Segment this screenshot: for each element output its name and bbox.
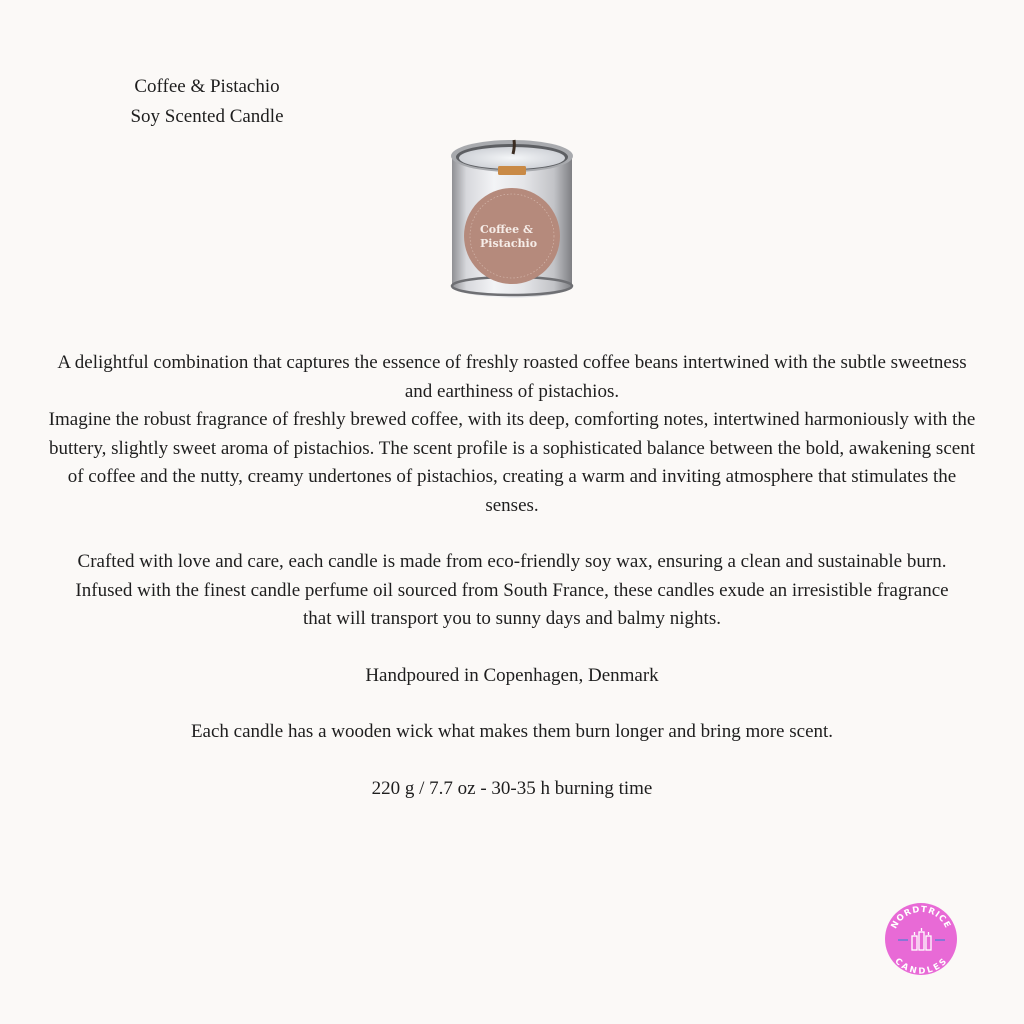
description-craft: Crafted with love and care, each candle is made from eco-friendly soy wax, ensuring a clean and sustainable burn. Infused with the finest candle perfume oil sourced from South France, these candles exude an irresistible fragrance that will transport you to sunny days and balmy nights. <box>75 551 949 629</box>
description-intro: A delightful combination that captures the essence of freshly roasted coffee beans intertwined with the subtle sweetness and earthiness of pistachios. <box>57 352 967 402</box>
product-title-line1: Coffee & Pistachio <box>134 76 280 97</box>
description-wick: Each candle has a wooden wick what makes them burn longer and bring more scent. <box>190 721 834 742</box>
label-line1: Coffee & <box>480 223 533 236</box>
description-weight-burntime: 220 g / 7.7 oz - 30-35 h burning time <box>371 777 653 799</box>
description-origin: Handpoured in Copenhagen, Denmark <box>365 664 659 686</box>
logo-top-text: NORDTRICE <box>889 904 953 931</box>
description-scent-profile: Imagine the robust fragrance of freshly brewed coffee, with its deep, comforting notes, intertwined harmoniously with the buttery, slightly sweet aroma of pistachios. The scent profile is a sophisticated balance between the bold, awakening scent of coffee and the nutty, creamy undertones of pistachios, creating a warm and inviting atmosphere that stimulates the senses. <box>48 409 976 516</box>
product-description <box>0 349 1024 803</box>
logo-bottom-text: CANDLES <box>892 956 950 976</box>
label-line2: Pistachio <box>480 237 538 250</box>
product-title <box>60 72 354 132</box>
product-title-line2: Soy Scented Candle <box>130 106 284 127</box>
brand-logo <box>884 902 958 976</box>
candle-image <box>442 136 582 304</box>
